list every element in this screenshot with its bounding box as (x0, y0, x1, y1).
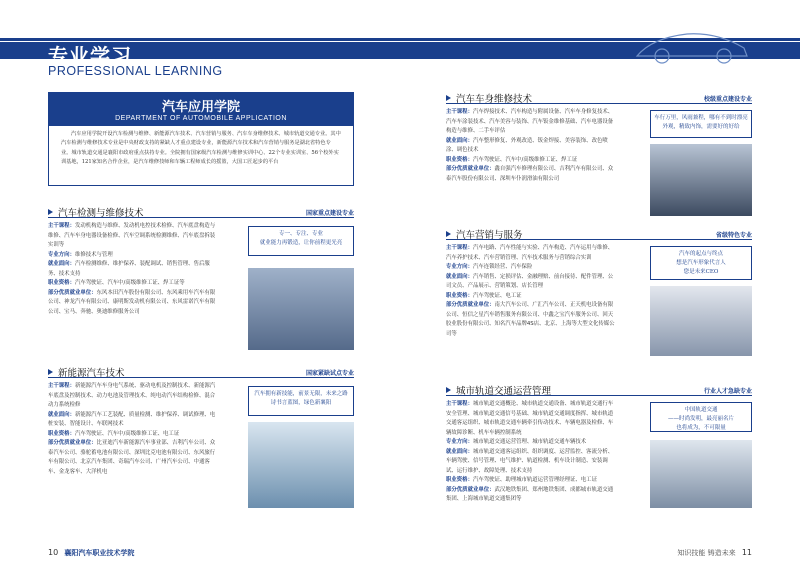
info-row (446, 263, 618, 273)
info-value: 武汉地铁集团、郑州地铁集团、成都城市轨道交通集团、上海城市轨道交通集团等 (446, 486, 614, 502)
info-value: 鑫自强汽车修理有限公司、吉利汽车有限公司、众泰汽车股份有限公司、深圳车仆润滑油有限公司 (446, 166, 614, 182)
info-label: 就业面向： (48, 261, 75, 267)
section-quote: 车行万里，风雨兼程，哪有不到时漂亮外观，精致内饰，需要好的好给 (650, 110, 752, 138)
page-number-right: 11 (741, 548, 752, 557)
info-value: 汽车检测维修、维护保养、装配调试、销售管理、售后服务、技术支持 (48, 261, 210, 277)
footer-motto: 知识技能 铸造未来 (677, 549, 736, 557)
info-row (446, 137, 618, 156)
info-row (446, 438, 618, 448)
section-tag: 省级特色专业 (715, 232, 752, 239)
info-label: 部分优质就业单位： (446, 166, 495, 172)
info-label: 职业资格： (446, 156, 473, 163)
info-row (446, 301, 618, 339)
section-title: 新能源汽车技术 (58, 368, 125, 379)
section-title: 城市轨道交通运营管理 (456, 386, 552, 397)
info-value: 城市轨道交通客运组织、组织调度、运营监控、客流分析、车辆驾驶、信号管理、电气维护、轨道检测、机车设计制造、安装调试、运行维护、故障处理、技术支持 (446, 448, 614, 474)
info-value: 汽车驾驶证、汽车中/高级维修工证、电工证 (74, 430, 180, 437)
section-marketing (446, 228, 752, 368)
info-row (446, 108, 618, 137)
section-tag: 国家重点建设专业 (305, 210, 354, 217)
section-tag: 行业人才急缺专业 (703, 388, 752, 395)
info-label: 部分优质就业单位： (446, 302, 495, 308)
info-row (48, 251, 220, 261)
footer-left (48, 548, 134, 558)
section-quote: 专一、专注、专业 就业能力再锻造，让你前程更光亮 (248, 226, 354, 256)
section-quote: 汽车的起点与终点 想是汽车形象代言人 您是未来CEO (650, 246, 752, 280)
info-row (48, 260, 220, 279)
info-value: 发动机构造与维修、发动机电控技术检修、汽车底盘构造与维修、汽车车身电器设备检修、汽车空调系统检测维修、汽车底盘拆装实训等 (48, 223, 216, 248)
info-label: 专业方向： (446, 439, 473, 445)
car-sketch-icon (632, 18, 752, 68)
photo-car-repair (650, 144, 752, 216)
photo-tram (650, 440, 752, 508)
info-label: 主干课程： (48, 223, 75, 229)
info-label: 职业资格： (446, 477, 473, 483)
info-label: 就业面向： (446, 448, 473, 455)
info-row (48, 222, 220, 251)
info-label: 职业资格： (446, 292, 473, 299)
info-value: 汽车整形修复、外观改造、钣金焊接、美容装饰、改色喷涂、调色技术 (446, 137, 608, 153)
info-label: 主干课程： (446, 401, 473, 407)
college-name: 汽车应用学院 (161, 100, 240, 115)
info-value: 南大汽车公司、广汇汽车公司、正天机电设备有限公司、恒信之星汽车销售服务有限公司、中鑫之宝汽车服务公司、回天胶业股份有限公司、知名汽车品牌4S店、北京、上海等大型文化传媒公司等 (446, 302, 615, 337)
photo-bus (248, 422, 354, 508)
info-row (48, 439, 220, 477)
info-row (48, 289, 220, 318)
info-row (446, 165, 618, 184)
page-number-left: 10 (48, 548, 59, 557)
info-label: 职业资格： (48, 430, 75, 437)
section-tag: 校级重点建设专业 (703, 96, 752, 103)
page-title: 专业学习 (48, 44, 132, 68)
info-row (446, 400, 618, 438)
info-row (48, 279, 220, 289)
photo-salespeople (650, 286, 752, 356)
info-label: 主干课程： (48, 383, 75, 389)
info-row (446, 476, 618, 486)
info-label: 部分优质就业单位： (48, 289, 97, 296)
section-rows (48, 382, 220, 477)
section-rows (446, 108, 618, 184)
info-row (446, 156, 618, 166)
section-rows (48, 222, 220, 317)
info-value: 汽车销售、定损评估、金融理赔、前台接待、配件管理、公司文员、产品展示、营销策划、店长管理 (446, 273, 614, 289)
info-value: 城市轨道交通概论、城市轨道交通设备、城市轨道交通行车安全管理、城市轨道交通信号基础、城市轨道交通调度指挥、城市轨道交通客运组织、城市轨道交通车辆牵引传动技术、车辆电器及检修、车辆故障诊断、机车车辆控制系统 (446, 401, 614, 436)
section-auto-repair (48, 206, 354, 356)
info-value: 汽车驾驶证、汽车中/高级维修工证、焊工证等 (74, 280, 185, 286)
section-tag: 国家紧缺试点专业 (305, 370, 354, 377)
section-new-energy (48, 366, 354, 516)
info-value: 汽车驾驶证、汽车中/高级维修工证、焊工证 (472, 156, 578, 163)
info-label: 部分优质就业单位： (446, 486, 495, 493)
info-value: 汽车焊接技术、汽车构造与附属设备、汽车车身修复技术、汽车车涂装技术、汽车美容与装饰、汽车钣金维修基础、汽车电器设备构造与维修、二手车评估 (446, 109, 614, 134)
footer-right (677, 548, 752, 558)
info-label: 就业面向： (446, 137, 473, 144)
info-value: 比亚迪汽车新能源汽车事业部、吉利汽车公司、众泰汽车公司、骆驼蓄电池有限公司、深圳比克电池有限公司、东风旅行车有限公司、北京汽车集团、奇瑞汽车公司、广州汽车公司、中通客车、金龙客车、大洋机电 (48, 440, 216, 475)
info-label: 就业面向： (446, 273, 473, 280)
info-label: 就业面向： (48, 411, 75, 418)
info-value: 汽车电路、汽车性能与实验、汽车构造、汽车运用与维修、汽车养护技术、汽车营销管理、汽车技术服务与营销综合实训 (446, 245, 614, 261)
school-name: 襄阳汽车职业技术学院 (64, 549, 135, 557)
college-banner (48, 92, 354, 126)
info-label: 部分优质就业单位： (48, 440, 97, 446)
info-row (48, 430, 220, 440)
info-row (446, 292, 618, 302)
info-value: 汽车连锁经营、汽车保险 (472, 264, 533, 270)
section-body-repair (446, 92, 752, 242)
info-value: 汽车驾驶证、电工证 (472, 292, 522, 299)
info-value: 维修技术与管理 (74, 251, 113, 258)
page-subtitle: PROFESSIONAL LEARNING (48, 64, 223, 78)
info-row (48, 382, 220, 411)
college-name-en: DEPARTMENT OF AUTOMOBILE APPLICATION (115, 115, 287, 122)
info-label: 专业方向： (48, 251, 75, 258)
info-label: 主干课程： (446, 109, 473, 115)
section-rail-transit (446, 384, 752, 534)
info-value: 新能源汽车车身电气系统、驱动电机及控制技术、新能源汽车底盘及控制技术、动力电池及管理技术、纯电动汽车结构检修、混合动力系统检修 (48, 383, 216, 408)
section-rows (446, 400, 618, 505)
info-value: 城市轨道交通运营管理、城市轨道交通车辆技术 (472, 439, 587, 445)
info-row (446, 244, 618, 263)
info-row (446, 448, 618, 477)
college-intro: 汽车应用学院开设汽车检测与维修、新能源汽车技术、汽车营销与服务、汽车车身维修技术、城市轨道交通专业。其中汽车检测与维修技术专业是中央财政支持的紧缺人才重点建设专业，新能源汽车技术和汽车营销与服务是湖北省特色专业。城市轨道交通是襄阳市政府重点扶持专业。全院拥有国家级汽车检测与维修实训中心、22个专业实训室、56个校外实训基地，121家知名合作企业，是汽车维修技师和车辆工程师成长的摇篮，大国工匠起步的平台 (48, 126, 354, 186)
section-quote: 汽车拥有新技能，前景无限，未来之路 诗书言蓝图，绿色新襄阳 (248, 386, 354, 416)
section-rows (446, 244, 618, 339)
photo-students (248, 268, 354, 350)
section-title: 汽车营销与服务 (456, 230, 523, 241)
info-label: 主干课程： (446, 245, 473, 251)
section-title: 汽车检测与维修技术 (58, 208, 144, 219)
info-value: 新能源汽车工艺装配、质量检测、维护保养、调试修理、电桩安装、智能设计、车联网技术 (48, 411, 216, 427)
info-value: 东风本田汽车股份有限公司、东风乘用车汽车有限公司、神龙汽车有限公司、康明斯发动机有限公司、东风雷诺汽车有限公司、宝马、奔驰、奥迪维修服务公司 (48, 289, 216, 315)
info-label: 职业资格： (48, 280, 75, 286)
info-row (446, 273, 618, 292)
info-label: 专业方向： (446, 264, 473, 270)
section-quote: 中国轨道交通 ——时尚发明，最亮丽名片 也将成为，不可限量 (650, 402, 752, 432)
info-row (48, 411, 220, 430)
info-value: 汽车驾驶证、助理城市轨道运营管理经理证、电工证 (472, 477, 597, 483)
info-row (446, 486, 618, 505)
section-title: 汽车车身维修技术 (456, 94, 533, 105)
